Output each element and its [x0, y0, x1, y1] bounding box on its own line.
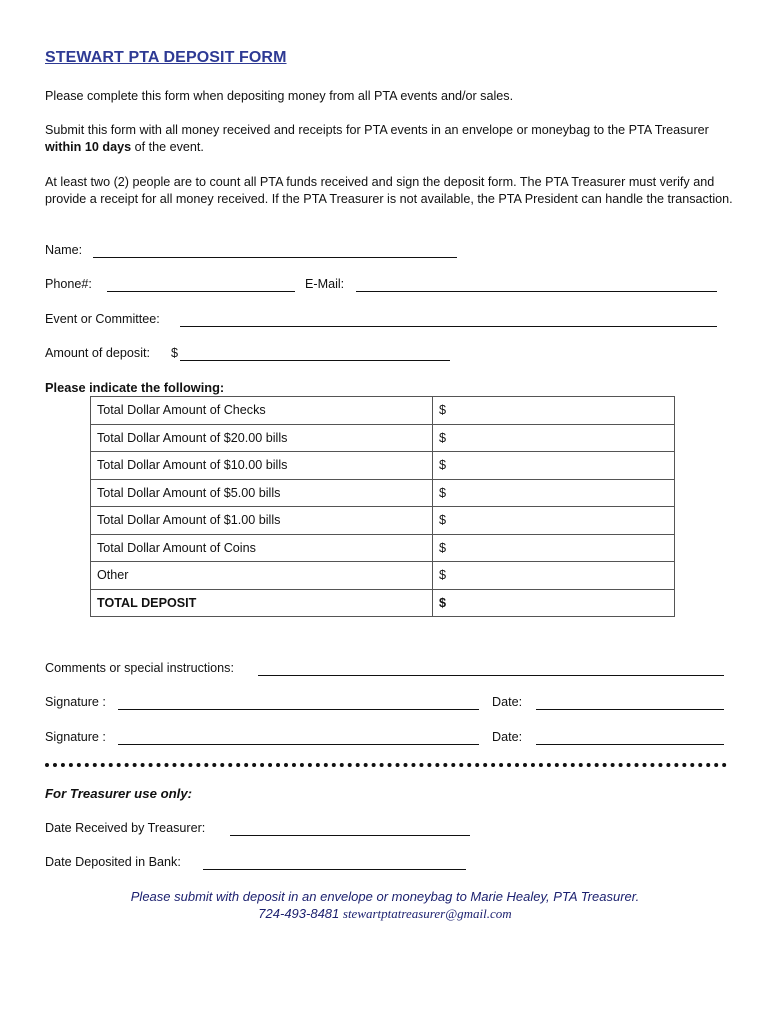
intro-paragraph-2: [45, 122, 735, 156]
row-amount-cell[interactable]: $: [433, 452, 675, 480]
footer-phone: 724-493-8481: [258, 906, 340, 921]
row-amount-cell[interactable]: $: [433, 479, 675, 507]
comments-field-row: [45, 661, 735, 679]
event-label: Event or Committee:: [45, 312, 160, 326]
row-amount-cell[interactable]: $: [433, 507, 675, 535]
row-label: Other: [91, 562, 433, 590]
name-field-row: [45, 243, 465, 261]
intro-paragraph-2-start: Submit this form with all money received and receipts for PTA events in an envelope or moneybag to the PTA Treasurer: [45, 123, 709, 137]
amount-label: Amount of deposit:: [45, 346, 151, 360]
row-label: Total Dollar Amount of $5.00 bills: [91, 479, 433, 507]
phone-email-row: [45, 277, 725, 295]
breakdown-heading: Please indicate the following:: [45, 380, 225, 395]
signature-row-2: [45, 730, 735, 748]
phone-label: Phone#:: [45, 277, 92, 291]
comments-label: Comments or special instructions:: [45, 661, 234, 675]
footer-email[interactable]: stewartptatreasurer@gmail.com: [342, 906, 512, 921]
dotted-divider: [45, 763, 727, 767]
table-row: [91, 424, 675, 452]
footer-instructions: Please submit with deposit in an envelope or moneybag to Marie Healey, PTA Treasurer.: [130, 889, 640, 904]
date-input-line[interactable]: [536, 744, 724, 745]
name-input-line[interactable]: [93, 257, 457, 258]
date-label: Date:: [492, 695, 523, 709]
email-label: E-Mail:: [305, 277, 345, 291]
signature-label: Signature :: [45, 730, 106, 744]
total-row: [91, 589, 675, 617]
table-row: [91, 479, 675, 507]
table-row: [91, 562, 675, 590]
row-label: Total Dollar Amount of Checks: [91, 397, 433, 425]
amount-input-line[interactable]: [180, 360, 450, 361]
date-received-label: Date Received by Treasurer:: [45, 821, 206, 835]
row-label: Total Dollar Amount of $1.00 bills: [91, 507, 433, 535]
amount-field-row: [45, 346, 465, 364]
phone-input-line[interactable]: [107, 291, 295, 292]
signature-input-line[interactable]: [118, 744, 479, 745]
row-amount-cell[interactable]: $: [433, 424, 675, 452]
intro-paragraph-3: At least two (2) people are to count all PTA funds received and sign the deposit form. The PTA Treasurer must verify and provide a receipt for all money received. If the PTA Treasurer is not available, the PTA President can handle the transaction.: [45, 175, 733, 206]
total-label: TOTAL DEPOSIT: [91, 589, 433, 617]
row-label: Total Dollar Amount of $10.00 bills: [91, 452, 433, 480]
table-row: [91, 507, 675, 535]
email-input-line[interactable]: [356, 291, 717, 292]
table-row: [91, 452, 675, 480]
table-row: [91, 397, 675, 425]
page-title: STEWART PTA DEPOSIT FORM: [45, 49, 287, 66]
date-deposited-row: [45, 855, 485, 873]
row-label: Total Dollar Amount of Coins: [91, 534, 433, 562]
row-label: Total Dollar Amount of $20.00 bills: [91, 424, 433, 452]
name-label: Name:: [45, 243, 83, 257]
row-amount-cell[interactable]: $: [433, 397, 675, 425]
date-input-line[interactable]: [536, 709, 724, 710]
table-row: [91, 534, 675, 562]
row-amount-cell[interactable]: $: [433, 562, 675, 590]
treasurer-section-heading: For Treasurer use only:: [45, 786, 193, 801]
footer-contact: [0, 906, 770, 922]
total-amount-cell[interactable]: $: [433, 589, 675, 617]
date-label: Date:: [492, 730, 523, 744]
date-deposited-label: Date Deposited in Bank:: [45, 855, 181, 869]
signature-label: Signature :: [45, 695, 106, 709]
event-field-row: [45, 312, 725, 330]
event-input-line[interactable]: [180, 326, 717, 327]
deadline-emphasis: within 10 days: [45, 140, 132, 154]
date-deposited-input-line[interactable]: [203, 869, 466, 870]
signature-input-line[interactable]: [118, 709, 479, 710]
intro-paragraph-2-end: of the event.: [131, 140, 204, 154]
intro-paragraph-1: Please complete this form when depositing money from all PTA events and/or sales.: [45, 89, 514, 103]
row-amount-cell[interactable]: $: [433, 534, 675, 562]
amount-dollar-sign: $: [171, 346, 179, 360]
comments-input-line[interactable]: [258, 675, 724, 676]
signature-row-1: [45, 695, 735, 713]
date-received-row: [45, 821, 485, 839]
date-received-input-line[interactable]: [230, 835, 470, 836]
deposit-breakdown-table: [90, 396, 675, 617]
